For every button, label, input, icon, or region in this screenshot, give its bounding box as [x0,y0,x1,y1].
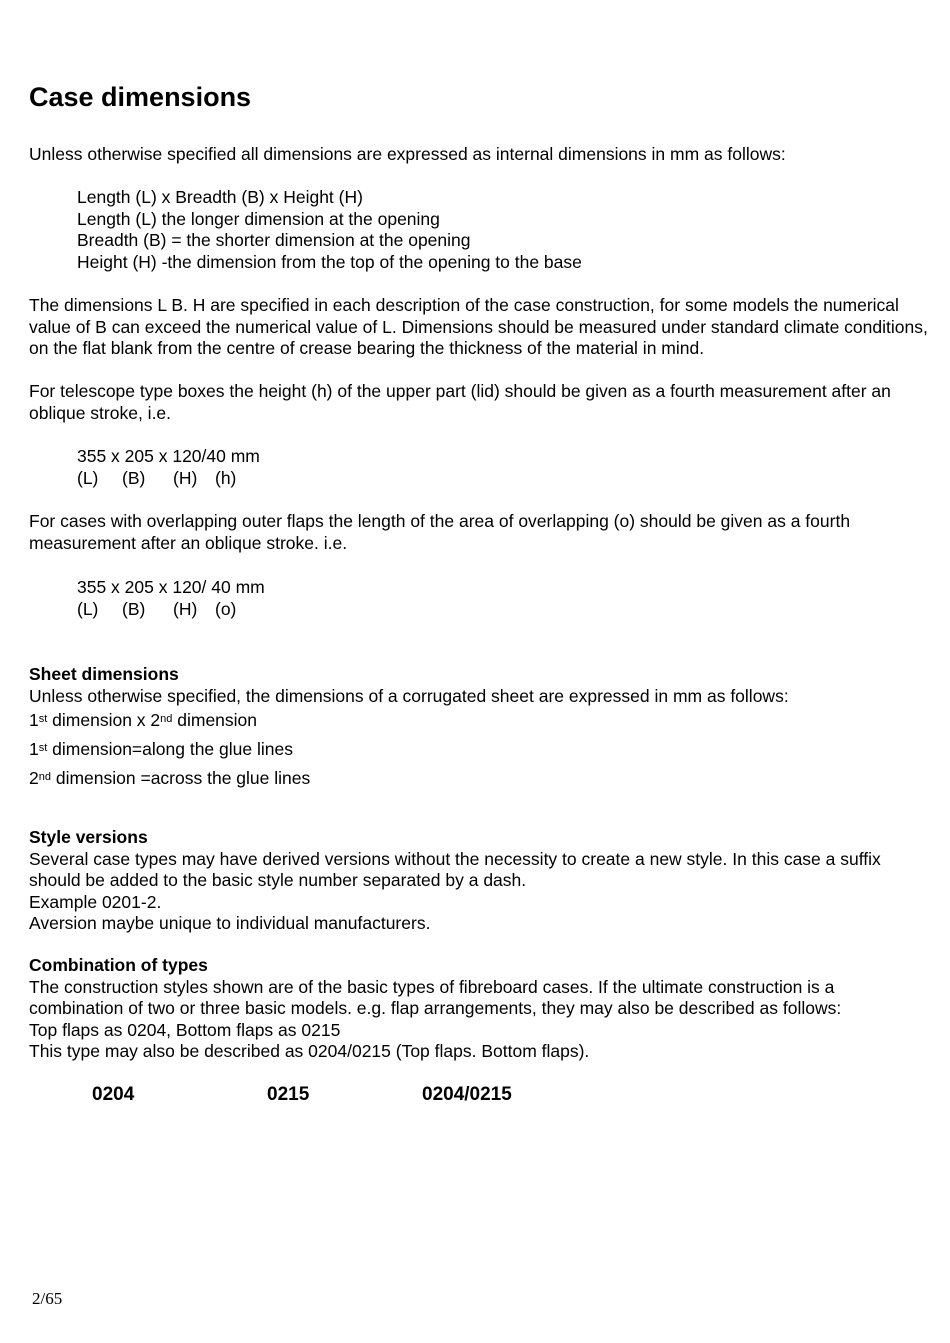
section-text: The construction styles shown are of the basic types of fibreboard cases. If the ultimate construction is a combination of two or three basic models. e.g. flap arrangements, they may also be described as follows: [29,976,842,1018]
label-b: (B) [122,467,146,488]
telescope-paragraph: For telescope type boxes the height (h) of the upper part (lid) should be given as a fourth measurement after an oblique stroke, i.e. [29,381,891,423]
sheet-line: 2nd dimension =across the glue lines [29,768,311,788]
section-heading: Sheet dimensions [29,664,179,684]
overlap-example [77,577,950,620]
label-h: (H) [173,467,198,488]
sheet-dimensions-section [29,664,929,794]
page-title: Case dimensions [29,82,252,112]
section-intro: Unless otherwise specified, the dimensions of a corrugated sheet are expressed in mm as follows: [29,685,789,706]
example-labels [77,599,950,621]
definition-item: Breadth (B) = the shorter dimension at the opening [77,230,471,250]
section-note: Aversion maybe unique to individual manufacturers. [29,913,431,933]
label-overlap: (o) [215,598,237,619]
definition-item: Height (H) -the dimension from the top of the opening to the base [77,251,582,272]
label-lid: (h) [215,467,237,488]
dimensions-paragraph: The dimensions L B. H are specified in each description of the case construction, for some models the numerical value of B can exceed the numerical value of L. Dimensions should be measured under standard climate conditions, on the flat blank from the centre of crease bearing the thickness of the material in mind. [29,295,928,358]
type-code: 0215 [267,1084,310,1105]
section-line: Top flaps as 0204, Bottom flaps as 0215 [29,1019,341,1040]
section-heading: Combination of types [29,955,208,975]
page-number: 2/65 [32,1289,63,1308]
overlap-paragraph: For cases with overlapping outer flaps the length of the area of overlapping (o) should be given as a fourth measurement after an oblique stroke. i.e. [29,511,851,553]
label-h: (H) [173,598,198,619]
section-example: Example 0201-2. [29,891,162,912]
definition-item: Length (L) the longer dimension at the opening [77,208,440,229]
sheet-line: 1st dimension x 2nd dimension [29,710,258,730]
example-value: 355 x 205 x 120/40 mm [77,446,260,466]
definitions-list [77,187,950,273]
sheet-line: 1st dimension=along the glue lines [29,739,293,759]
label-l: (L) [77,467,99,488]
section-line: This type may also be described as 0204/0215 (Top flaps. Bottom flaps). [29,1041,590,1061]
example-value: 355 x 205 x 120/ 40 mm [77,577,265,597]
label-l: (L) [77,598,99,619]
section-heading: Style versions [29,827,148,847]
combination-section [29,955,929,1063]
type-code: 0204 [92,1084,135,1105]
telescope-example [77,446,950,489]
type-code: 0204/0215 [422,1084,512,1105]
definition-item: Length (L) x Breadth (B) x Height (H) [77,187,363,207]
label-b: (B) [122,598,146,619]
section-text: Several case types may have derived versions without the necessity to create a new style. In this case a suffix should be added to the basic style number separated by a dash. [29,848,881,890]
style-versions-section [29,827,929,935]
example-labels [77,468,950,490]
intro-text: Unless otherwise specified all dimensions are expressed as internal dimensions in mm as follows: [29,144,786,164]
